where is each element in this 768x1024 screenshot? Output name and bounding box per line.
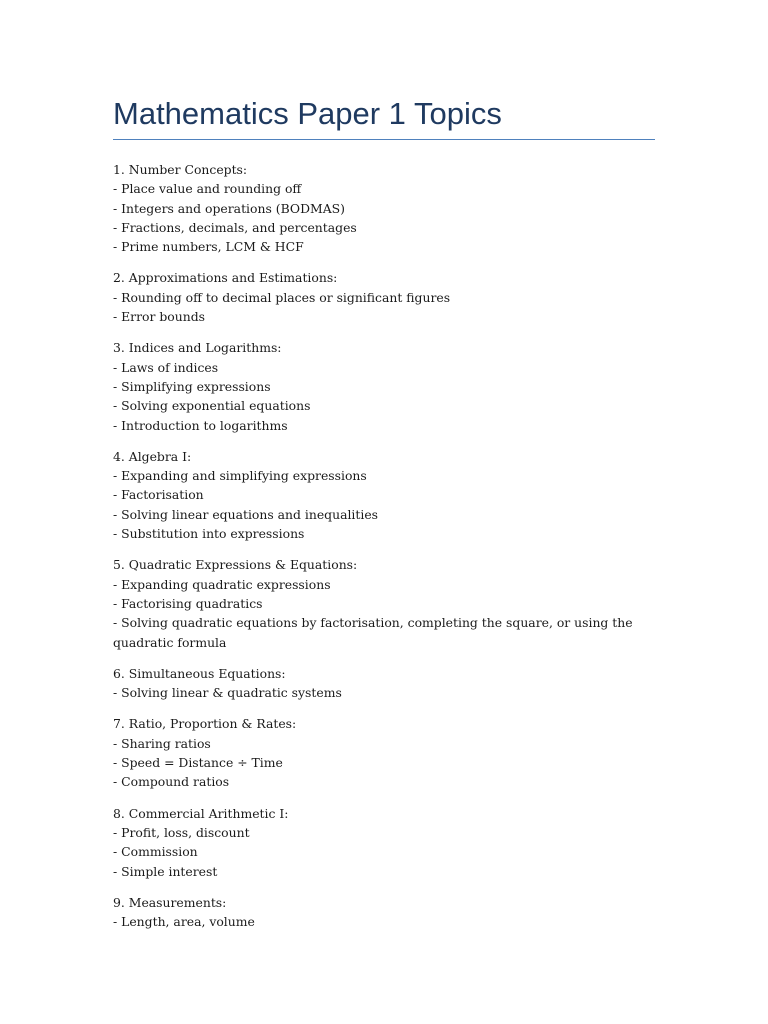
topic-item: - Factorisation	[113, 487, 204, 503]
topic-item: - Laws of indices	[113, 359, 219, 375]
topic-item: - Solving linear & quadratic systems	[113, 685, 342, 701]
topic-section	[113, 338, 655, 434]
topic-item: - Commission	[113, 844, 198, 860]
topic-item: - Solving exponential equations	[113, 398, 311, 414]
section-heading: 2. Approximations and Estimations:	[113, 270, 338, 286]
topic-item: - Rounding off to decimal places or significant figures	[113, 289, 451, 305]
topic-sections	[113, 160, 655, 931]
topic-item: - Substitution into expressions	[113, 526, 305, 542]
topic-item: - Prime numbers, LCM & HCF	[113, 239, 304, 255]
topic-item: - Expanding quadratic expressions	[113, 576, 331, 592]
topic-section	[113, 714, 655, 791]
section-heading: 1. Number Concepts:	[113, 162, 248, 177]
topic-section	[113, 555, 655, 651]
page-title: Mathematics Paper 1 Topics	[113, 95, 655, 140]
topic-item: - Profit, loss, discount	[113, 824, 250, 840]
section-heading: 4. Algebra I:	[113, 448, 192, 464]
topic-item: - Length, area, volume	[113, 914, 255, 930]
section-heading: 3. Indices and Logarithms:	[113, 340, 282, 356]
topic-item: - Sharing ratios	[113, 735, 211, 751]
topic-item: - Expanding and simplifying expressions	[113, 468, 367, 484]
topic-section	[113, 804, 655, 881]
topic-item: - Introduction to logarithms	[113, 417, 288, 433]
topic-item: - Compound ratios	[113, 774, 230, 790]
section-heading: 7. Ratio, Proportion & Rates:	[113, 716, 297, 732]
section-heading: 8. Commercial Arithmetic I:	[113, 805, 289, 821]
topic-section	[113, 160, 655, 256]
topic-section	[113, 893, 655, 932]
topic-item: - Fractions, decimals, and percentages	[113, 219, 357, 235]
topic-item: - Speed = Distance ÷ Time	[113, 755, 283, 771]
document-page	[113, 95, 655, 943]
topic-item: - Simple interest	[113, 863, 218, 879]
topic-item: - Solving quadratic equations by factorisation, completing the square, or using the quadratic formula	[113, 615, 633, 650]
section-heading: 9. Measurements:	[113, 894, 227, 910]
topic-item: - Error bounds	[113, 309, 205, 325]
topic-item: - Solving linear equations and inequalities	[113, 506, 379, 522]
topic-item: - Place value and rounding off	[113, 181, 302, 197]
topic-item: - Factorising quadratics	[113, 595, 263, 611]
topic-section	[113, 664, 655, 703]
topic-item: - Integers and operations (BODMAS)	[113, 200, 345, 216]
topic-section	[113, 268, 655, 326]
topic-item: - Simplifying expressions	[113, 378, 271, 394]
section-heading: 5. Quadratic Expressions & Equations:	[113, 557, 358, 573]
topic-section	[113, 447, 655, 543]
section-heading: 6. Simultaneous Equations:	[113, 665, 286, 681]
